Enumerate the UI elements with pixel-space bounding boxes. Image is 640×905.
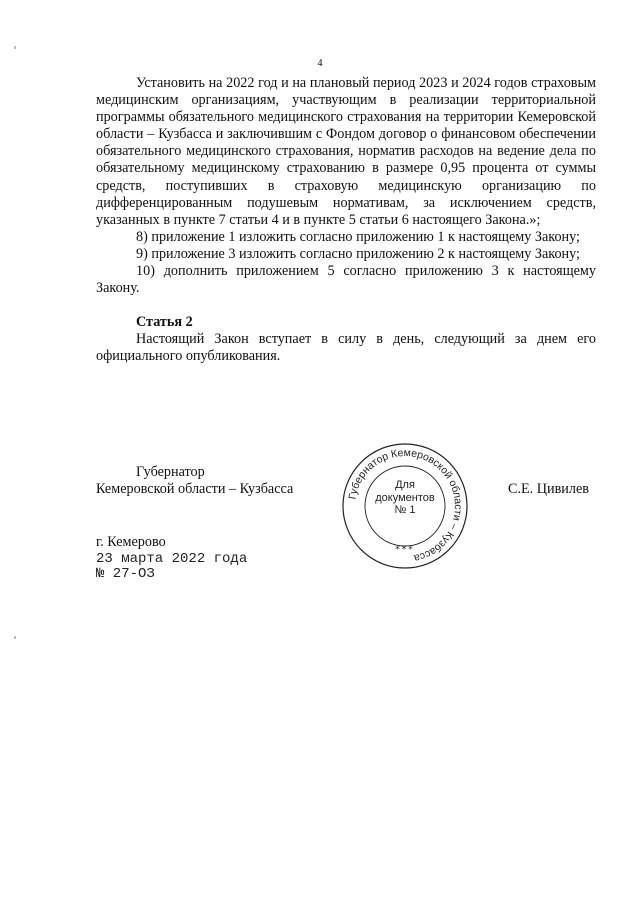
seal-center-line2: документов xyxy=(375,491,435,504)
paragraph-item-10: 10) дополнить приложением 5 согласно приложению 3 к настоящему Закону. xyxy=(96,263,596,297)
signature-title-line1: Губернатор xyxy=(136,464,205,480)
scan-mark-top-left xyxy=(14,46,16,49)
paragraph-insurance-norm: Установить на 2022 год и на плановый период 2023 и 2024 годов страховым медицинским организациям, участвующим в реализации территориальной программы обязательного медицинского страхования на территории Кемеровской области – Кузбасса и заключившим с Фондом договор о финансовом обеспечении обязательного медицинского страхования, норматив расходов на ведение дела по обязательному медицинскому страхованию в размере 0,95 процента от суммы средств, поступивших в страховую медицинскую организацию по дифференцированным подушевым нормативам, за исключением средств, указанных в пункте 7 статьи 4 и в пункте 5 статьи 6 настоящего Закона.»; xyxy=(96,75,596,228)
signature-title-line2: Кемеровской области – Кузбасса xyxy=(96,481,294,497)
seal-center-line3: № 1 xyxy=(394,504,416,516)
signatory-name: С.Е. Цивилев xyxy=(508,481,589,497)
article-heading: Статья 2 xyxy=(136,314,193,331)
paragraph-item-9: 9) приложение 3 изложить согласно приложению 2 к настоящему Закону; xyxy=(136,245,580,262)
article-text: Настоящий Закон вступает в силу в день, следующий за днем его официального опубликования. xyxy=(96,331,596,365)
seal-center-line1: Для xyxy=(395,479,415,491)
page-number: 4 xyxy=(317,58,323,69)
document-body xyxy=(96,75,596,366)
paragraph-item-8: 8) приложение 1 изложить согласно приложению 1 к настоящему Закону; xyxy=(136,228,580,245)
signing-date: 23 марта 2022 года xyxy=(96,551,248,567)
official-seal xyxy=(340,441,470,571)
seal-ring-text: Губернатор Кемеровской области – Кузбасса xyxy=(346,446,465,565)
signing-place: г. Кемерово xyxy=(96,534,166,550)
scan-mark-left xyxy=(14,636,16,639)
seal-center-text xyxy=(340,479,470,517)
law-number: № 27-ОЗ xyxy=(96,566,155,582)
seal-stars: *** xyxy=(395,545,415,555)
signature-title xyxy=(96,464,296,498)
